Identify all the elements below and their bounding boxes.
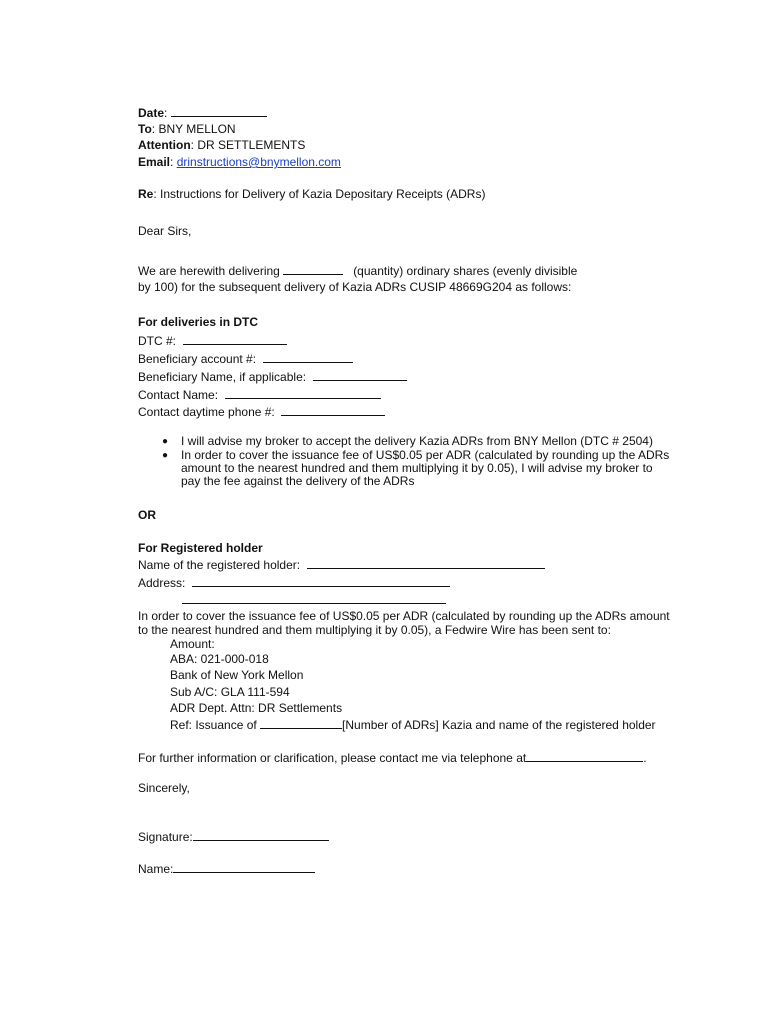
to-line: To: BNY MELLON (138, 122, 236, 136)
email-link[interactable]: drinstructions@bnymellon.com (176, 155, 341, 169)
fee-line-1: In order to cover the issuance fee of US$0.05 per ADR (calculated by rounding up the ADRs amount (138, 609, 670, 623)
name-line (138, 861, 315, 877)
salutation: Dear Sirs, (138, 224, 192, 238)
registered-name-label: Name of the registered holder: (138, 558, 307, 572)
contact-phone-label: Contact daytime phone #: (138, 405, 282, 419)
wire-aba: ABA: 021-000-018 (170, 652, 269, 666)
re-label: Re (138, 187, 154, 201)
registered-name-blank (307, 557, 545, 569)
dtc-line (138, 333, 287, 349)
name-blank (173, 861, 315, 873)
intro-text-a: We are herewith delivering (138, 264, 284, 278)
attention-value: DR SETTLEMENTS (197, 138, 306, 152)
contact-name-line (138, 387, 381, 403)
beneficiary-account-blank (263, 351, 353, 363)
contact-name-blank (225, 387, 381, 399)
email-label: Email (138, 155, 171, 169)
wire-ref-b: [Number of ADRs] Kazia and name of the registered holder (342, 718, 656, 732)
email-line: Email: drinstructions@bnymellon.com (138, 155, 341, 169)
attention-label: Attention (138, 138, 191, 152)
to-value: BNY MELLON (158, 122, 236, 136)
contact-name-label: Contact Name: (138, 388, 225, 402)
re-text: Instructions for Delivery of Kazia Depositary Receipts (ADRs) (160, 187, 486, 201)
wire-ref (170, 717, 656, 733)
intro-line-1 (138, 263, 577, 279)
contact-phone-blank (281, 404, 385, 416)
closing: Sincerely, (138, 781, 190, 795)
intro-line-2: by 100) for the subsequent delivery of Kazia ADRs CUSIP 48669G204 as follows: (138, 280, 572, 294)
bullet-1-line-1: I will advise my broker to accept the delivery Kazia ADRs from BNY Mellon (DTC # 2504) (181, 434, 653, 448)
dtc-blank (183, 333, 287, 345)
attention-line: Attention: DR SETTLEMENTS (138, 138, 306, 152)
dtc-heading: For deliveries in DTC (138, 315, 259, 329)
signature-line (138, 829, 329, 845)
date-label: Date (138, 106, 165, 120)
dtc-label: DTC #: (138, 334, 183, 348)
beneficiary-name-blank (313, 369, 407, 381)
address-blank-2 (182, 592, 446, 604)
beneficiary-account-line (138, 351, 353, 367)
fee-line-2: to the nearest hundred and them multiplying it by 0.05), a Fedwire Wire has been sent to: (138, 623, 611, 637)
telephone-blank (526, 750, 643, 762)
or-separator: OR (138, 508, 156, 522)
registered-heading: For Registered holder (138, 541, 263, 555)
bullet-2-line-3: pay the fee against the delivery of the ADRs (181, 474, 415, 488)
bullet-dot-1: ● (162, 436, 169, 447)
intro-text-b: (quantity) ordinary shares (evenly divisible (343, 264, 578, 278)
bullet-2-line-1: In order to cover the issuance fee of US$0.05 per ADR (calculated by rounding up the ADRs (181, 448, 670, 462)
beneficiary-name-label: Beneficiary Name, if applicable: (138, 370, 313, 384)
contact-phone-line (138, 404, 385, 420)
wire-bank: Bank of New York Mellon (170, 668, 304, 682)
quantity-blank (283, 263, 343, 275)
ref-blank (260, 717, 342, 729)
date-blank (171, 105, 267, 117)
beneficiary-account-label: Beneficiary account #: (138, 352, 263, 366)
date-line: Date: (138, 105, 267, 121)
further-info-text: For further information or clarification, please contact me via telephone at (138, 751, 527, 765)
name-label: Name: (138, 862, 174, 876)
address-line (138, 575, 450, 591)
wire-sub-ac: Sub A/C: GLA 111-594 (170, 685, 290, 699)
registered-name-line (138, 557, 545, 573)
address-label: Address: (138, 576, 193, 590)
wire-ref-a: Ref: Issuance of (170, 718, 261, 732)
bullet-dot-2: ● (162, 450, 169, 461)
further-info-end: . (643, 751, 647, 765)
signature-label: Signature: (138, 830, 193, 844)
wire-amount: Amount: (170, 637, 215, 651)
wire-attn: ADR Dept. Attn: DR Settlements (170, 701, 343, 715)
further-info-line (138, 750, 647, 766)
to-label: To (138, 122, 152, 136)
signature-blank (193, 829, 329, 841)
re-line: Re: Instructions for Delivery of Kazia Depositary Receipts (ADRs) (138, 187, 486, 201)
beneficiary-name-line (138, 369, 407, 385)
bullet-2-line-2: amount to the nearest hundred and them multiplying it by 0.05), I will advise my broker to (181, 461, 653, 475)
address-blank-1 (192, 575, 450, 587)
